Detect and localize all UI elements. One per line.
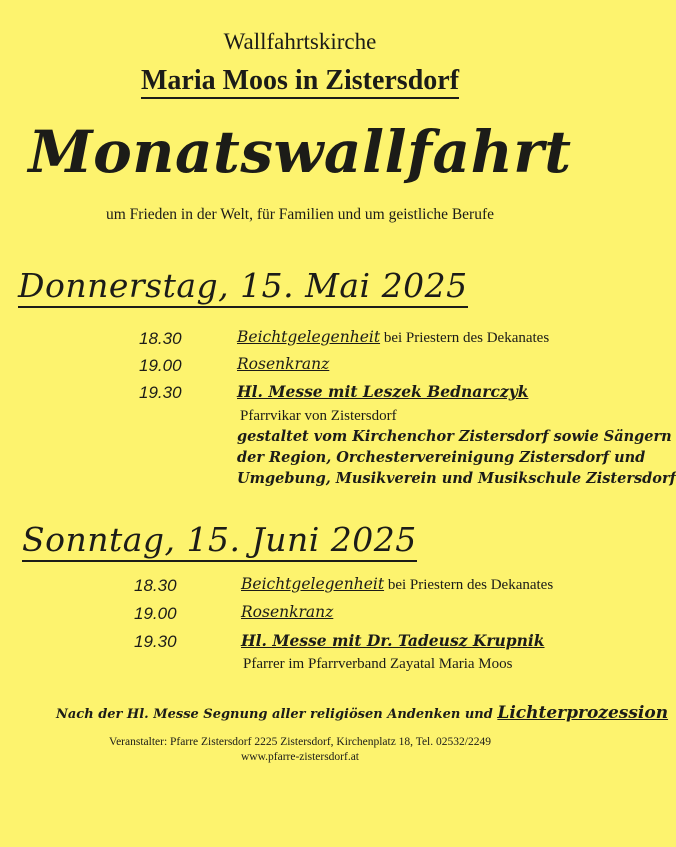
subtitle: um Frieden in der Welt, für Familien und um geistliche Berufe [105, 206, 495, 223]
event1-confession [237, 328, 549, 347]
event1-music-line: gestaltet vom Kirchenchor Zistersdorf sowie Sängern [237, 428, 672, 445]
event1-rosary [237, 355, 329, 373]
event2-time-mass: 19.30 [134, 632, 177, 651]
event1-confession-suffix: bei Priestern des Dekanates [380, 330, 550, 346]
event2-rosary-label: Rosenkranz [241, 603, 334, 621]
event1-priest-role: Pfarrvikar von Zistersdorf [240, 408, 397, 424]
event1-mass [237, 382, 528, 401]
closing-note [56, 703, 668, 723]
page-title: Monatswallfahrt [28, 118, 572, 186]
closing-highlight: Lichterprozession [497, 703, 669, 723]
event2-rosary [241, 603, 333, 621]
event1-music-line: der Region, Orchestervereinigung Zistersdorf und [237, 449, 646, 466]
event1-music-line: Umgebung, Musikverein und Musikschule Zistersdorf [237, 470, 676, 487]
event1-date-wrapper [18, 268, 468, 308]
event2-mass [241, 631, 545, 650]
church-name: Maria Moos in Zistersdorf [141, 66, 459, 99]
church-name-wrapper [0, 66, 600, 99]
event2-time-rosary: 19.00 [134, 604, 177, 623]
event2-priest-role: Pfarrer im Pfarrverband Zayatal Maria Moos [243, 656, 513, 672]
event1-time-rosary: 19.00 [139, 356, 182, 375]
event1-time-confession: 18.30 [139, 329, 182, 348]
event2-mass-label: Hl. Messe mit Dr. Tadeusz Krupnik [241, 631, 545, 650]
event2-date-wrapper [22, 522, 417, 562]
event1-confession-label: Beichtgelegenheit [237, 328, 381, 346]
event1-rosary-label: Rosenkranz [237, 355, 330, 373]
church-label: Wallfahrtskirche [223, 29, 377, 54]
event2-date: Sonntag, 15. Juni 2025 [22, 522, 417, 562]
organizer-info: Veranstalter: Pfarre Zistersdorf 2225 Zistersdorf, Kirchenplatz 18, Tel. 02532/2249 [109, 736, 491, 748]
closing-text: Nach der Hl. Messe Segnung aller religiösen Andenken und [56, 707, 498, 722]
event1-mass-label: Hl. Messe mit Leszek Bednarczyk [237, 382, 529, 401]
event2-confession-suffix: bei Priestern des Dekanates [384, 577, 554, 593]
event2-time-confession: 18.30 [134, 576, 177, 595]
event1-date: Donnerstag, 15. Mai 2025 [18, 268, 468, 308]
website-link[interactable]: www.pfarre-zistersdorf.at [240, 751, 360, 763]
event1-time-mass: 19.30 [139, 383, 182, 402]
event2-confession-label: Beichtgelegenheit [241, 575, 385, 593]
event2-confession [241, 575, 553, 594]
